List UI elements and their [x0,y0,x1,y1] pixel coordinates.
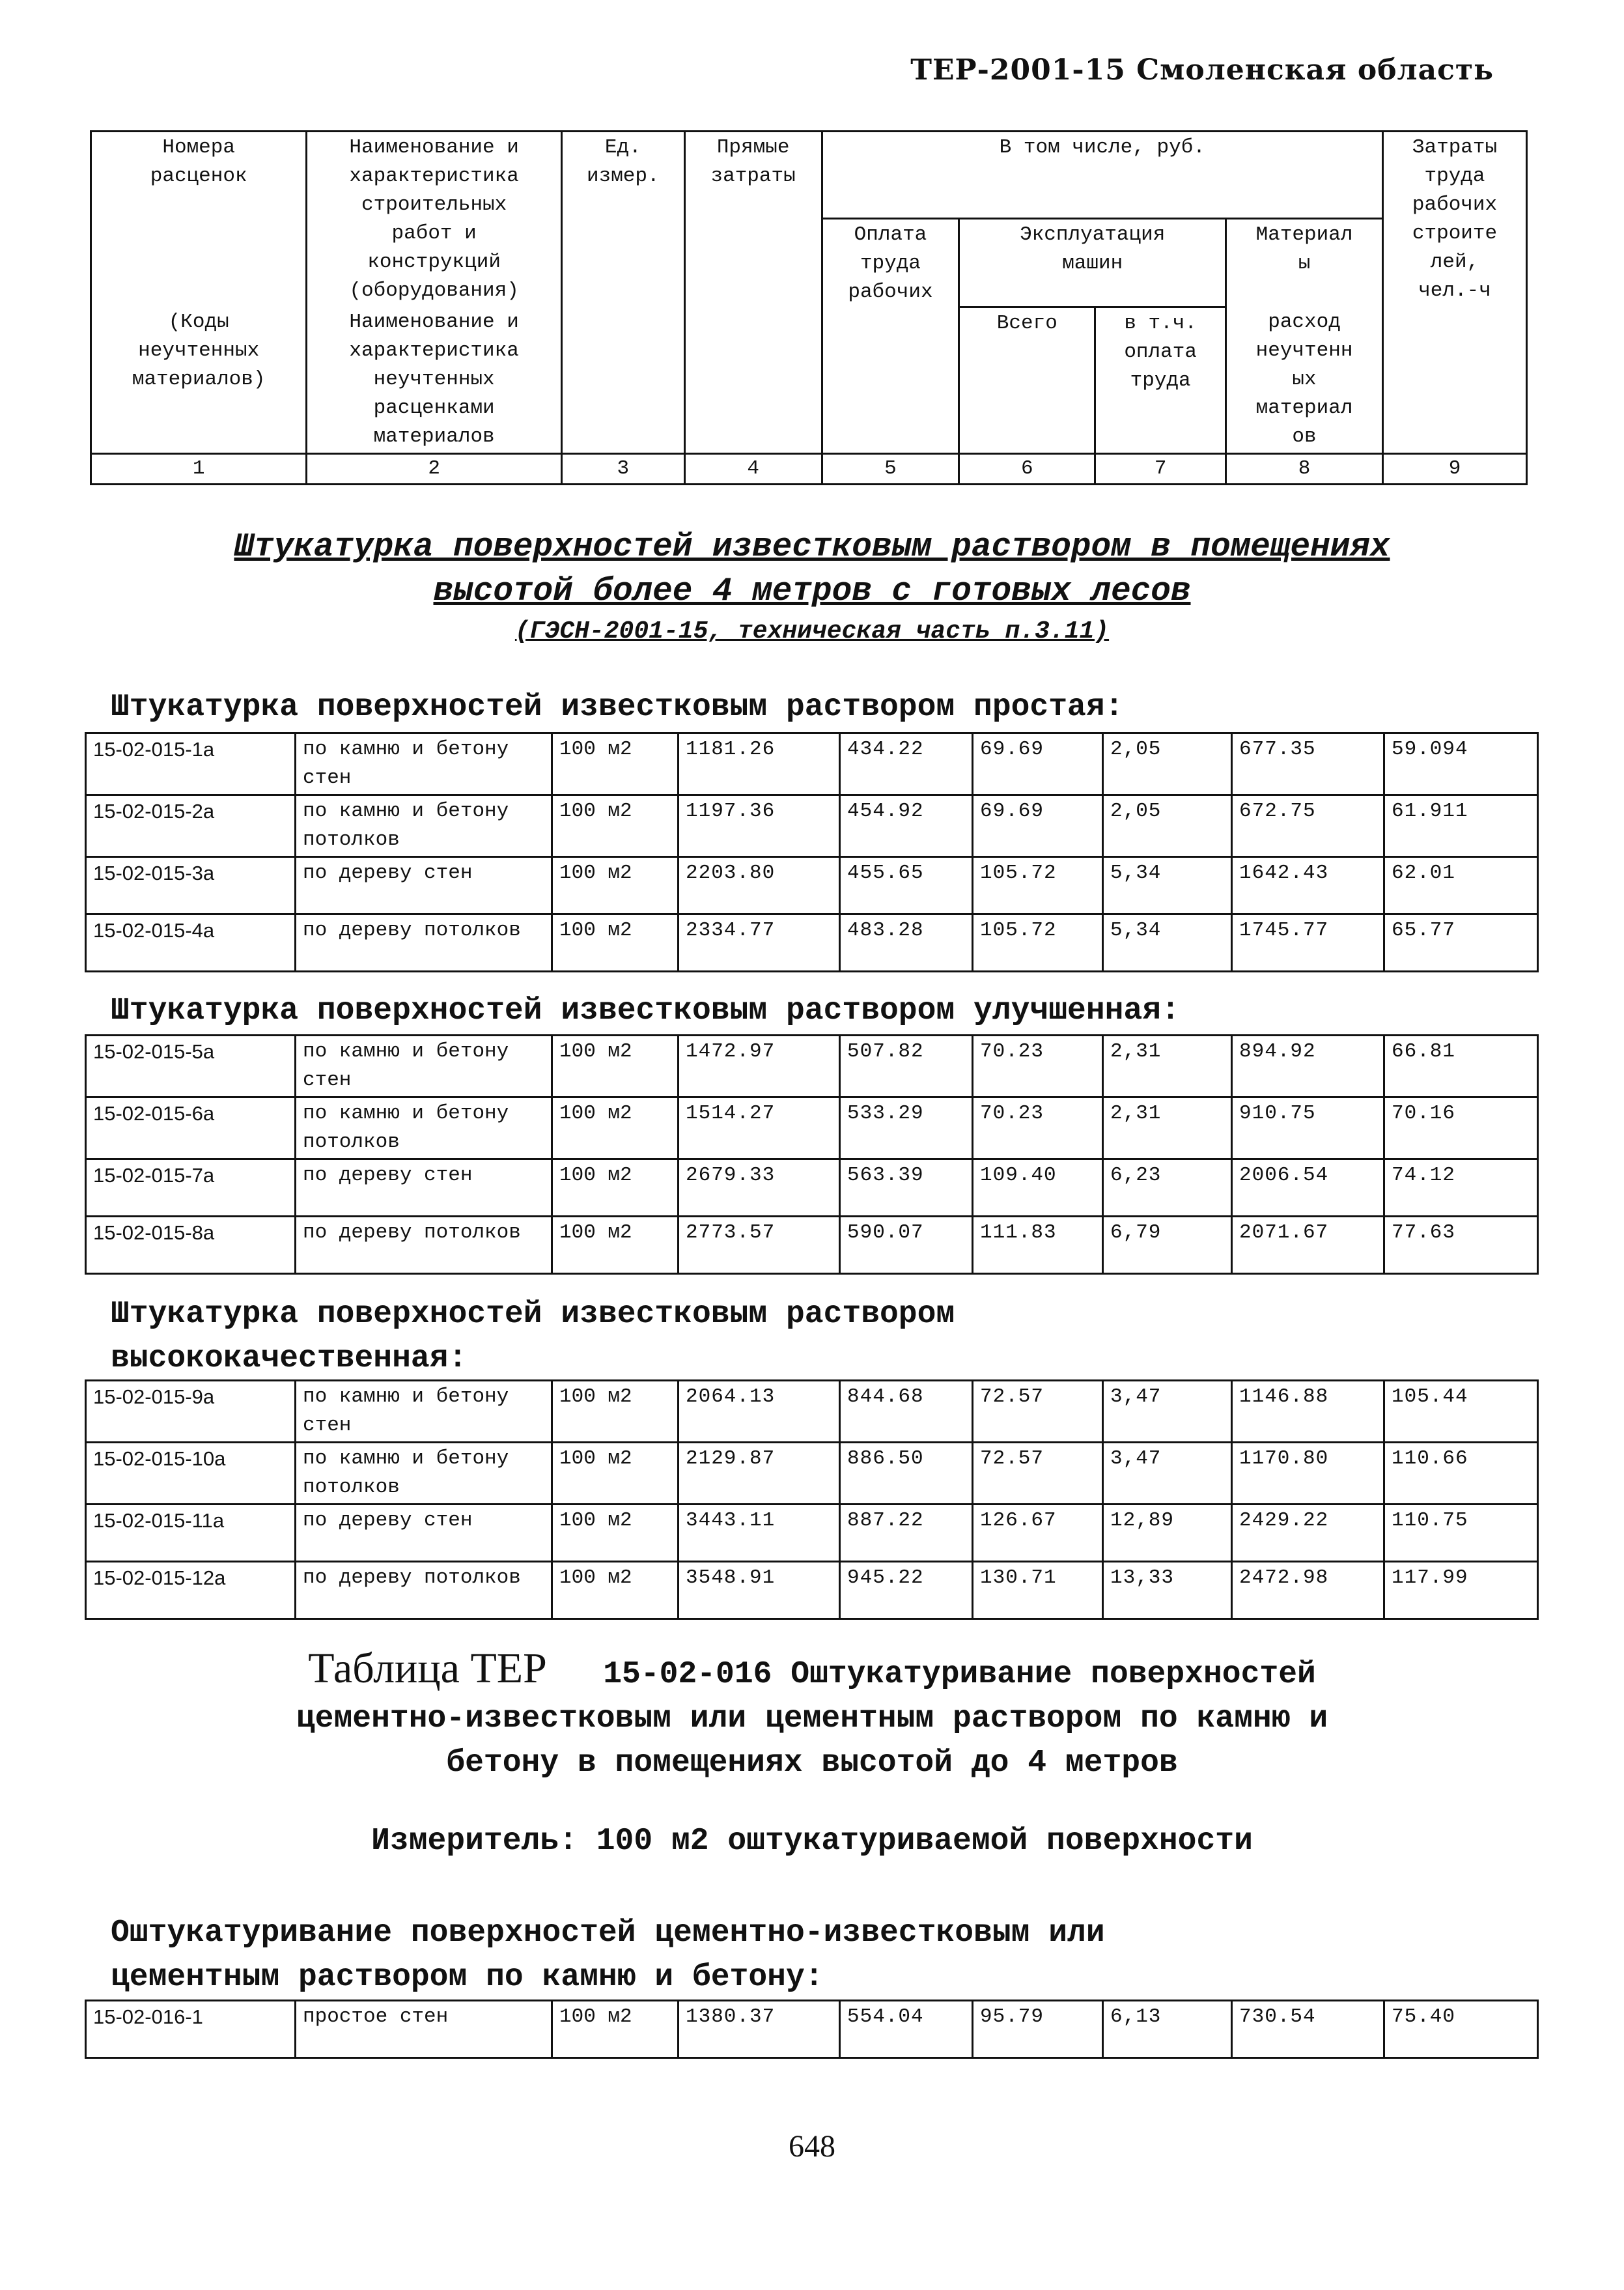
section-title-line-1: Штукатурка поверхностей известковым раствором в помещениях [234,529,1390,566]
header-unit: Ед. измер. [561,132,684,454]
material-costs: 910.75 [1232,1097,1384,1159]
labor-hours: 110.66 [1384,1443,1538,1505]
column-header-table [90,130,1528,485]
labor-hours: 105.44 [1384,1381,1538,1443]
table-row [86,2001,1538,2058]
measure-unit: Измеритель: 100 м2 оштукатуриваемой поверхности [371,1824,1253,1859]
col-number: 5 [822,454,959,485]
direct-costs: 3548.91 [679,1562,840,1619]
rate-code: 15-02-015-12а [86,1562,296,1619]
machine-labor-wages: 13,33 [1103,1562,1232,1619]
col-number: 7 [1095,454,1226,485]
table-row [86,1217,1538,1274]
table-row [86,1443,1538,1505]
header-group: В том числе, руб. [822,132,1382,219]
labor-wages: 507.82 [840,1036,973,1097]
unit: 100 м2 [552,1159,679,1217]
labor-wages: 945.22 [840,1562,973,1619]
rate-code: 15-02-015-5а [86,1036,296,1097]
table-caption-title: 15-02-016 Оштукатуривание поверхностей [603,1657,1316,1692]
labor-wages: 844.68 [840,1381,973,1443]
rate-code: 15-02-016-1 [86,2001,296,2058]
table-row [86,795,1538,857]
labor-wages: 563.39 [840,1159,973,1217]
work-description: по дереву стен [296,1159,552,1217]
unit: 100 м2 [552,1097,679,1159]
material-costs: 672.75 [1232,795,1384,857]
section-title-line-2: высотой более 4 метров с готовых лесов [433,573,1191,610]
table-row [86,1381,1538,1443]
machine-costs: 69.69 [973,795,1103,857]
rate-code: 15-02-015-8а [86,1217,296,1274]
machine-labor-wages: 6,13 [1103,2001,1232,2058]
rate-code: 15-02-015-4а [86,914,296,972]
material-costs: 730.54 [1232,2001,1384,2058]
work-description: по дереву потолков [296,914,552,972]
header-labor: Оплата труда рабочих [822,219,959,454]
table-row [86,914,1538,972]
work-description: по дереву стен [296,1505,552,1562]
machine-labor-wages: 12,89 [1103,1505,1232,1562]
machine-costs: 70.23 [973,1097,1103,1159]
rates-table-cement [85,2000,1539,2059]
col-number: 6 [959,454,1095,485]
machine-costs: 70.23 [973,1036,1103,1097]
unit: 100 м2 [552,1443,679,1505]
labor-hours: 77.63 [1384,1217,1538,1274]
rates-table-high-quality [85,1379,1539,1620]
machine-labor-wages: 2,31 [1103,1036,1232,1097]
table-caption-word: Таблица ТЕР [308,1645,547,1692]
running-head: ТЕР-2001-15 Смоленская область [910,53,1494,87]
machine-costs: 69.69 [973,733,1103,795]
labor-hours: 62.01 [1384,857,1538,914]
labor-hours: 74.12 [1384,1159,1538,1217]
direct-costs: 2679.33 [679,1159,840,1217]
rate-code: 15-02-015-10а [86,1443,296,1505]
work-description: по дереву потолков [296,1562,552,1619]
direct-costs: 3443.11 [679,1505,840,1562]
work-description: по камню и бетону стен [296,1381,552,1443]
table-caption-line-3: бетону в помещениях высотой до 4 метров [446,1746,1178,1781]
labor-wages: 590.07 [840,1217,973,1274]
unit: 100 м2 [552,795,679,857]
work-description: по камню и бетону стен [296,1036,552,1097]
machine-labor-wages: 6,79 [1103,1217,1232,1274]
col-number: 9 [1383,454,1527,485]
col-number: 8 [1226,454,1383,485]
col-number: 2 [307,454,562,485]
material-costs: 1146.88 [1232,1381,1384,1443]
header-materials-consumption: расход неучтенн ых материал ов [1226,307,1383,454]
header-direct: Прямые затраты [684,132,822,454]
table-caption-line-2: цементно-известковым или цементным раствором по камню и [296,1701,1328,1736]
machine-labor-wages: 3,47 [1103,1443,1232,1505]
rate-code: 15-02-015-7а [86,1159,296,1217]
machine-labor-wages: 3,47 [1103,1381,1232,1443]
header-name: Наименование и характеристика строительных работ и конструкций (оборудования) [307,132,562,307]
direct-costs: 1380.37 [679,2001,840,2058]
material-costs: 1170.80 [1232,1443,1384,1505]
labor-hours: 75.40 [1384,2001,1538,2058]
unit: 100 м2 [552,1505,679,1562]
section-subtitle: (ГЭСН-2001-15, техническая часть п.3.11) [514,617,1110,645]
rate-code: 15-02-015-3а [86,857,296,914]
material-costs: 677.35 [1232,733,1384,795]
unit: 100 м2 [552,1217,679,1274]
labor-wages: 533.29 [840,1097,973,1159]
group-title-improved: Штукатурка поверхностей известковым раствором улучшенная: [111,993,1180,1028]
header-machines: Эксплуатация машин [959,219,1226,307]
direct-costs: 1181.26 [679,733,840,795]
labor-wages: 454.92 [840,795,973,857]
unit: 100 м2 [552,857,679,914]
header-codes-materials: (Коды неучтенных материалов) [91,307,307,454]
machine-costs: 105.72 [973,857,1103,914]
col-number: 1 [91,454,307,485]
work-description: по камню и бетону потолков [296,1097,552,1159]
work-description: простое стен [296,2001,552,2058]
table-row [86,1505,1538,1562]
unit: 100 м2 [552,733,679,795]
header-labor-hours: Затраты труда рабочих строите лей, чел.-ч [1383,132,1527,454]
rate-code: 15-02-015-2а [86,795,296,857]
direct-costs: 2064.13 [679,1381,840,1443]
header-name-materials: Наименование и характеристика неучтенных расценками материалов [307,307,562,454]
col-number: 4 [684,454,822,485]
material-costs: 2006.54 [1232,1159,1384,1217]
machine-costs: 130.71 [973,1562,1103,1619]
machine-costs: 109.40 [973,1159,1103,1217]
col-number: 3 [561,454,684,485]
rate-code: 15-02-015-1а [86,733,296,795]
page-number: 648 [789,2129,835,2164]
labor-hours: 61.911 [1384,795,1538,857]
machine-labor-wages: 2,05 [1103,733,1232,795]
material-costs: 1745.77 [1232,914,1384,972]
machine-costs: 72.57 [973,1443,1103,1505]
group-title-cement: Оштукатуривание поверхностей цементно-известковым или цементным раствором по камню и бетону: [111,1915,1105,1995]
header-codes: Номера расценок [91,132,307,307]
machine-labor-wages: 5,34 [1103,914,1232,972]
labor-hours: 65.77 [1384,914,1538,972]
material-costs: 1642.43 [1232,857,1384,914]
material-costs: 2071.67 [1232,1217,1384,1274]
direct-costs: 2129.87 [679,1443,840,1505]
unit: 100 м2 [552,2001,679,2058]
labor-wages: 554.04 [840,2001,973,2058]
work-description: по камню и бетону потолков [296,795,552,857]
machine-costs: 126.67 [973,1505,1103,1562]
work-description: по дереву потолков [296,1217,552,1274]
table-caption [0,1647,1624,1785]
unit: 100 м2 [552,1562,679,1619]
rate-code: 15-02-015-9а [86,1381,296,1443]
labor-wages: 455.65 [840,857,973,914]
labor-hours: 117.99 [1384,1562,1538,1619]
machine-labor-wages: 2,05 [1103,795,1232,857]
table-row [86,857,1538,914]
unit: 100 м2 [552,1036,679,1097]
rates-table-simple [85,732,1539,972]
rate-code: 15-02-015-6а [86,1097,296,1159]
work-description: по дереву стен [296,857,552,914]
labor-wages: 886.50 [840,1443,973,1505]
direct-costs: 2773.57 [679,1217,840,1274]
direct-costs: 1472.97 [679,1036,840,1097]
direct-costs: 2203.80 [679,857,840,914]
unit: 100 м2 [552,1381,679,1443]
header-materials: Материал ы [1226,219,1383,307]
labor-wages: 483.28 [840,914,973,972]
labor-hours: 66.81 [1384,1036,1538,1097]
group-title-simple: Штукатурка поверхностей известковым раствором простая: [111,690,1124,725]
rates-table-improved [85,1034,1539,1275]
direct-costs: 1197.36 [679,795,840,857]
material-costs: 2472.98 [1232,1562,1384,1619]
machine-costs: 105.72 [973,914,1103,972]
table-row [86,1036,1538,1097]
work-description: по камню и бетону потолков [296,1443,552,1505]
work-description: по камню и бетону стен [296,733,552,795]
direct-costs: 1514.27 [679,1097,840,1159]
material-costs: 894.92 [1232,1036,1384,1097]
labor-hours: 110.75 [1384,1505,1538,1562]
machine-costs: 72.57 [973,1381,1103,1443]
header-machines-total: Всего [959,307,1095,454]
machine-labor-wages: 2,31 [1103,1097,1232,1159]
labor-hours: 70.16 [1384,1097,1538,1159]
unit: 100 м2 [552,914,679,972]
table-row [86,1097,1538,1159]
machine-costs: 95.79 [973,2001,1103,2058]
labor-wages: 887.22 [840,1505,973,1562]
group-title-high-quality: Штукатурка поверхностей известковым раствором высококачественная: [111,1297,955,1376]
direct-costs: 2334.77 [679,914,840,972]
header-machines-labor: в т.ч. оплата труда [1095,307,1226,454]
labor-wages: 434.22 [840,733,973,795]
rate-code: 15-02-015-11а [86,1505,296,1562]
table-row [86,1159,1538,1217]
material-costs: 2429.22 [1232,1505,1384,1562]
table-row [86,1562,1538,1619]
machine-costs: 111.83 [973,1217,1103,1274]
machine-labor-wages: 5,34 [1103,857,1232,914]
machine-labor-wages: 6,23 [1103,1159,1232,1217]
labor-hours: 59.094 [1384,733,1538,795]
table-row [86,733,1538,795]
